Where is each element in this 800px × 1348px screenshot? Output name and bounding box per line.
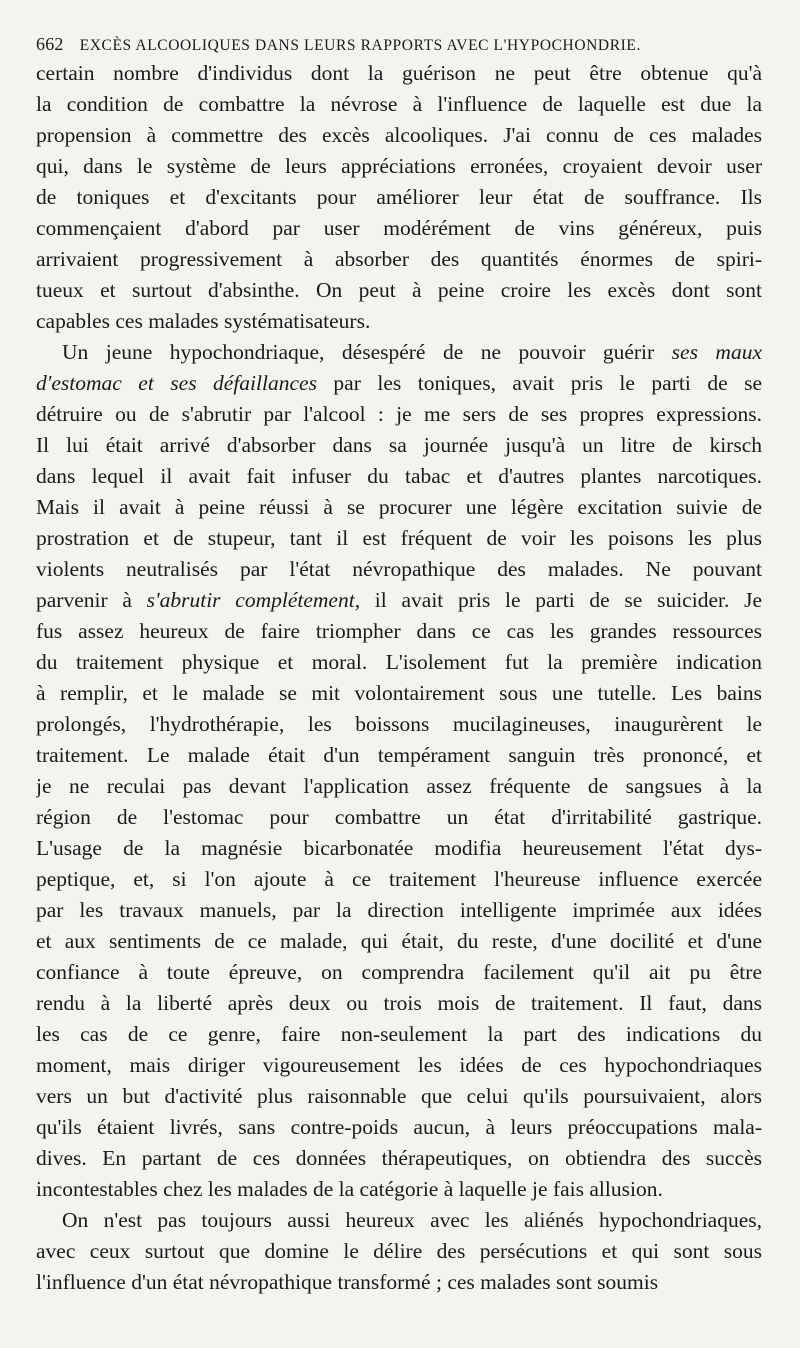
text-line: fus assez heureux de faire triompher dans ce cas les grandes ressources (36, 619, 762, 643)
text-line: propension à commettre des excès alcooliques. J'ai connu de ces malades (36, 123, 762, 147)
text-line: arrivaient progressivement à absorber des quantités énormes de spiri- (36, 247, 762, 271)
text-line: détruire ou de s'abrutir par l'alcool : je me sers de ses propres expressions. (36, 402, 762, 426)
text-line: On n'est pas toujours aussi heureux avec les aliénés hypochondriaques, (62, 1208, 762, 1232)
text-line: L'usage de la magnésie bicarbonatée modifia heureusement l'état dys- (36, 836, 762, 860)
text-line: Mais il avait à peine réussi à se procurer une légère excitation suivie de (36, 495, 762, 519)
text-line: vers un but d'activité plus raisonnable que celui qu'ils poursuivaient, alors (36, 1084, 762, 1108)
text-line: confiance à toute épreuve, on comprendra facilement qu'il ait pu être (36, 960, 762, 984)
text-line: moment, mais diriger vigoureusement les idées de ces hypochondriaques (36, 1053, 762, 1077)
text-line: Il lui était arrivé d'absorber dans sa journée jusqu'à un litre de kirsch (36, 433, 762, 457)
text-line: capables ces malades systématisateurs. (36, 309, 371, 333)
text-line: traitement. Le malade était d'un tempérament sanguin très prononcé, et (36, 743, 762, 767)
text-line: prostration et de stupeur, tant il est fréquent de voir les poisons les plus (36, 526, 762, 550)
text-line: région de l'estomac pour combattre un état d'irritabilité gastrique. (36, 805, 762, 829)
page-number: 662 (36, 34, 64, 54)
running-head: EXCÈS ALCOOLIQUES DANS LEURS RAPPORTS AVEC L'HYPOCHONDRIE. (79, 37, 641, 54)
text-line: parvenir à s'abrutir complétement, il avait pris le parti de se suicider. Je (36, 588, 762, 612)
text-line: dives. En partant de ces données thérapeutiques, on obtiendra des succès (36, 1146, 762, 1170)
page-header (36, 30, 762, 58)
paragraph (36, 337, 762, 1205)
text-line: la condition de combattre la névrose à l'influence de laquelle est due la (36, 92, 762, 116)
text-line: incontestables chez les malades de la catégorie à laquelle je fais allusion. (36, 1177, 663, 1201)
text-line: qu'ils étaient livrés, sans contre-poids aucun, à leurs préoccupations mala- (36, 1115, 762, 1139)
book-page (36, 30, 762, 1298)
text-line: et aux sentiments de ce malade, qui était, du reste, d'une docilité et d'une (36, 929, 762, 953)
text-line: qui, dans le système de leurs appréciations erronées, croyaient devoir user (36, 154, 762, 178)
text-line: d'estomac et ses défaillances par les toniques, avait pris le parti de se (36, 371, 762, 395)
paragraph (36, 58, 762, 337)
text-line: de toniques et d'excitants pour améliorer leur état de souffrance. Ils (36, 185, 762, 209)
text-line: l'influence d'un état névropathique transformé ; ces malades sont soumis (36, 1270, 659, 1294)
paragraph (36, 1205, 762, 1298)
text-line: du traitement physique et moral. L'isolement fut la première indication (36, 650, 762, 674)
text-line: certain nombre d'individus dont la guérison ne peut être obtenue qu'à (36, 61, 762, 85)
text-line: peptique, et, si l'on ajoute à ce traitement l'heureuse influence exercée (36, 867, 762, 891)
text-line: tueux et surtout d'absinthe. On peut à peine croire les excès dont sont (36, 278, 762, 302)
text-line: violents neutralisés par l'état névropathique des malades. Ne pouvant (36, 557, 762, 581)
text-line: par les travaux manuels, par la direction intelligente imprimée aux idées (36, 898, 762, 922)
text-line: rendu à la liberté après deux ou trois mois de traitement. Il faut, dans (36, 991, 762, 1015)
text-line: dans lequel il avait fait infuser du tabac et d'autres plantes narcotiques. (36, 464, 762, 488)
text-line: prolongés, l'hydrothérapie, les boissons mucilagineuses, inaugurèrent le (36, 712, 762, 736)
text-line: Un jeune hypochondriaque, désespéré de ne pouvoir guérir ses maux (62, 340, 762, 364)
text-line: commençaient d'abord par user modérément de vins généreux, puis (36, 216, 762, 240)
text-line: les cas de ce genre, faire non-seulement la part des indications du (36, 1022, 762, 1046)
body-text (36, 58, 762, 1298)
text-line: avec ceux surtout que domine le délire des persécutions et qui sont sous (36, 1239, 762, 1263)
text-line: à remplir, et le malade se mit volontairement sous une tutelle. Les bains (36, 681, 762, 705)
text-line: je ne reculai pas devant l'application assez fréquente de sangsues à la (36, 774, 762, 798)
